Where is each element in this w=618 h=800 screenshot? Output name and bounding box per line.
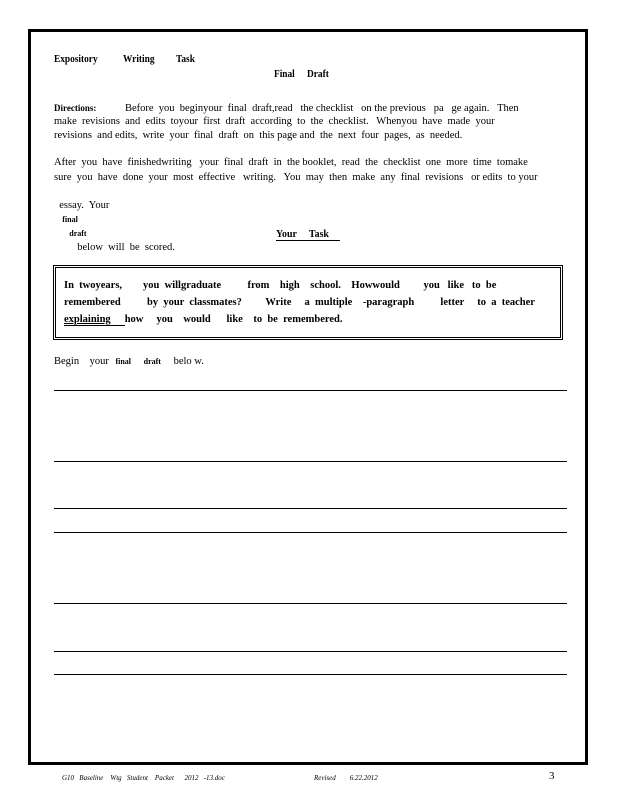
writing-line[interactable] — [54, 532, 567, 533]
directions-line-2: make revisions and edits toyour first draft according to the checklist. Whenyou have made your — [54, 116, 495, 127]
directions-p2-line-1: After you have finishedwriting your final draft in the booklet, read the checklist one more time tomake — [54, 157, 528, 168]
writing-line[interactable] — [54, 603, 567, 604]
p2-line3-final: final — [62, 215, 78, 224]
task-line-3-rest: how you would like to be remembered. — [124, 314, 343, 325]
writing-line[interactable] — [54, 651, 567, 652]
writing-line[interactable] — [54, 508, 567, 509]
directions-label: Directions: — [54, 103, 97, 113]
header-final: Final — [274, 68, 295, 80]
p2-line3-draft: draft — [69, 229, 87, 238]
directions-line-1 — [54, 101, 560, 116]
directions-p2-line-3 — [54, 185, 175, 255]
footer-document-name: G10 Baseline Wtg Student Packet 2012 -13.doc — [62, 774, 225, 782]
begin-text-b: belo w. — [173, 356, 204, 367]
p2-line3-text-a: essay. Your — [59, 200, 110, 211]
task-line-2: remembered by your classmates? Write a multiple -paragraph letter to a teacher — [64, 297, 535, 308]
directions-line-3: revisions and edits, write your final draft on this page and the next four pages, as needed. — [54, 130, 463, 141]
page-number: 3 — [549, 770, 555, 782]
begin-draft: draft — [143, 357, 161, 366]
task-line-3 — [64, 311, 534, 328]
your-task-title: Your Task — [276, 228, 340, 241]
task-box — [53, 265, 563, 340]
task-underlined-word: explaining — [64, 314, 125, 326]
task-line-1: In twoyears, you willgraduate from high school. Howwould you like to be — [64, 280, 497, 291]
begin-instruction — [54, 355, 204, 369]
task-prompt — [64, 277, 534, 328]
begin-text-a: Begin your — [54, 356, 109, 367]
header-expository: Expository — [54, 53, 98, 65]
directions-text-1: Before you beginyour final draft,read the checklist on the previous pa ge again. Then — [124, 103, 519, 114]
writing-line[interactable] — [54, 461, 567, 462]
header-task: Task — [176, 53, 195, 65]
directions-p2-line-2: sure you have done your most effective writing. You may then make any final revisions or edits to your — [54, 172, 538, 183]
footer-revised: Revised 6.22.2012 — [314, 774, 378, 782]
writing-line[interactable] — [54, 674, 567, 675]
writing-line[interactable] — [54, 390, 567, 391]
header-draft: Draft — [307, 68, 329, 80]
p2-line3-text-b: below will be scored. — [77, 242, 175, 253]
header-writing: Writing — [123, 53, 155, 65]
begin-final: final — [115, 357, 132, 366]
